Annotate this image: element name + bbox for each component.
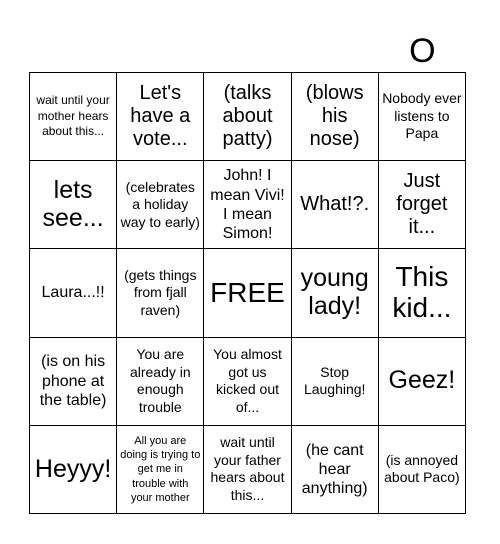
bingo-cell-r1-c4[interactable]: (blows his nose) xyxy=(292,73,379,161)
bingo-cell-r5-c5[interactable]: (is annoyed about Paco) xyxy=(379,426,466,514)
header-letter-5: O xyxy=(409,32,436,70)
bingo-cell-r3-c1[interactable]: Laura...!! xyxy=(30,249,117,337)
bingo-grid xyxy=(29,72,466,514)
bingo-cell-r5-c4[interactable]: (he cant hear anything) xyxy=(292,426,379,514)
bingo-header xyxy=(29,30,466,72)
bingo-cell-r2-c5[interactable]: Just forget it... xyxy=(379,161,466,249)
header-letter-1 xyxy=(29,30,116,72)
bingo-cell-r4-c5[interactable]: Geez! xyxy=(379,338,466,426)
bingo-cell-r1-c2[interactable]: Let's have a vote... xyxy=(117,73,204,161)
bingo-cell-r4-c3[interactable]: You almost got us kicked out of... xyxy=(204,338,291,426)
bingo-cell-r5-c1[interactable]: Heyyy! xyxy=(30,426,117,514)
bingo-cell-r3-c3-free[interactable]: FREE xyxy=(204,249,291,337)
bingo-cell-r3-c5[interactable]: This kid... xyxy=(379,249,466,337)
header-letter-4 xyxy=(291,30,378,72)
bingo-cell-r4-c2[interactable]: You are already in enough trouble xyxy=(117,338,204,426)
bingo-cell-r3-c4[interactable]: young lady! xyxy=(292,249,379,337)
header-letter-2 xyxy=(116,30,203,72)
bingo-cell-r1-c3[interactable]: (talks about patty) xyxy=(204,73,291,161)
bingo-cell-r4-c4[interactable]: Stop Laughing! xyxy=(292,338,379,426)
bingo-cell-r2-c2[interactable]: (celebrates a holiday way to early) xyxy=(117,161,204,249)
header-letter-3 xyxy=(204,30,291,72)
bingo-cell-r1-c1[interactable]: wait until your mother hears about this... xyxy=(30,73,117,161)
bingo-cell-r2-c4[interactable]: What!?. xyxy=(292,161,379,249)
bingo-cell-r2-c3[interactable]: John! I mean Vivi! I mean Simon! xyxy=(204,161,291,249)
bingo-cell-r3-c2[interactable]: (gets things from fjall raven) xyxy=(117,249,204,337)
bingo-cell-r1-c5[interactable]: Nobody ever listens to Papa xyxy=(379,73,466,161)
bingo-cell-r4-c1[interactable]: (is on his phone at the table) xyxy=(30,338,117,426)
bingo-cell-r5-c2[interactable]: All you are doing is trying to get me in trouble with your mother xyxy=(117,426,204,514)
bingo-cell-r5-c3[interactable]: wait until your father hears about this... xyxy=(204,426,291,514)
bingo-cell-r2-c1[interactable]: lets see... xyxy=(30,161,117,249)
